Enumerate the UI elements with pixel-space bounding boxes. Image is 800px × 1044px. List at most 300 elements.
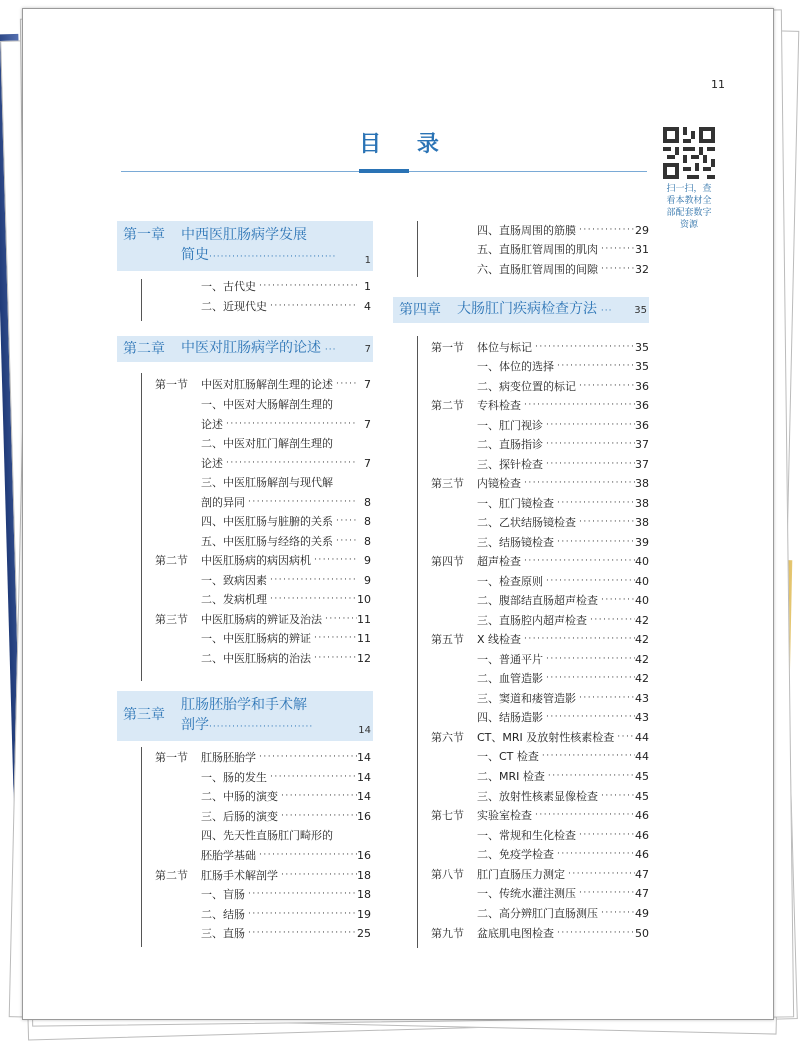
- leader-dots: [576, 513, 635, 532]
- chapter-number: 第三章: [123, 707, 165, 723]
- leader-dots: [598, 904, 635, 923]
- entry-title: 二、腹部结直肠超声检查: [477, 594, 598, 607]
- toc-section-entry[interactable]: [431, 865, 649, 884]
- toc-section-entry[interactable]: [431, 924, 649, 943]
- toc-subsection-entry[interactable]: [155, 512, 371, 531]
- toc-subsection-entry[interactable]: [431, 787, 649, 806]
- section-number: [155, 434, 201, 453]
- entry-title: 中医肛肠病的辨证及治法: [201, 613, 322, 626]
- entry-title: 二、中肠的演变: [201, 790, 278, 803]
- entry-title: 二、免疫学检查: [477, 848, 554, 861]
- leader-dots: [576, 689, 635, 708]
- section-number: [155, 454, 201, 473]
- section-number: [431, 611, 477, 630]
- entry-title: 四、中医肛肠与脏腑的关系: [201, 515, 333, 528]
- leader-dots: ···: [321, 345, 337, 355]
- entry-page: 43: [635, 692, 649, 705]
- leader-dots: [545, 767, 635, 786]
- toc-subsection-entry[interactable]: [431, 455, 649, 474]
- leader-dots: [554, 924, 635, 943]
- toc-section-entry[interactable]: [431, 728, 649, 747]
- chapter-title-line: 剖学: [181, 717, 209, 733]
- chapter-page: 35: [634, 305, 647, 316]
- entry-title: 三、中医肛肠解剖与现代解: [201, 476, 333, 489]
- entry-page: 16: [357, 849, 371, 862]
- entry-page: 42: [635, 653, 649, 666]
- section-number: [431, 884, 477, 903]
- entry-title: 二、MRI 检查: [477, 770, 545, 783]
- leader-dots: [521, 552, 635, 571]
- toc-section-entry[interactable]: [431, 552, 649, 571]
- leader-dots: [245, 905, 357, 924]
- toc-subsection-entry[interactable]: [431, 221, 649, 240]
- toc-section-entry[interactable]: [155, 748, 371, 767]
- section-number: [155, 807, 201, 826]
- chapter-page: 7: [364, 344, 371, 355]
- section-number: [431, 689, 477, 708]
- toc-subsection-entry[interactable]: [431, 747, 649, 766]
- section-number: [155, 787, 201, 806]
- leader-dots: [333, 532, 357, 551]
- toc-subsection-entry[interactable]: [155, 395, 371, 414]
- entry-page: 18: [357, 888, 371, 901]
- toc-bracket-line: [417, 221, 418, 277]
- section-number: [155, 629, 201, 648]
- entry-title: 肛肠手术解剖学: [201, 869, 278, 882]
- chapter-heading[interactable]: [117, 221, 373, 271]
- entry-page: 40: [635, 594, 649, 607]
- entry-title: 二、直肠指诊: [477, 438, 543, 451]
- toc-subsection-entry[interactable]: [431, 416, 649, 435]
- section-number: [431, 377, 477, 396]
- chapter-page: 1: [364, 255, 371, 266]
- qr-caption-line: 扫一扫，查: [666, 184, 712, 194]
- title-divider-accent: [359, 169, 409, 173]
- entry-page: 7: [364, 378, 371, 391]
- toc-subsection-entry[interactable]: [155, 905, 371, 924]
- chapter-number: 第二章: [123, 341, 165, 357]
- leader-dots: ···························: [209, 722, 314, 732]
- chapter-page: 14: [358, 725, 371, 736]
- entry-page: [357, 434, 371, 453]
- chapter-title: [181, 225, 369, 267]
- entry-title: 一、肠的发生: [201, 771, 267, 784]
- toc-subsection-entry[interactable]: [431, 513, 649, 532]
- section-number: 第三节: [155, 613, 188, 626]
- leader-dots: [576, 377, 635, 396]
- entry-title: 三、放射性核素显像检查: [477, 790, 598, 803]
- toc-subsection-entry[interactable]: [431, 435, 649, 454]
- toc-subsection-entry[interactable]: [155, 473, 371, 492]
- section-number: [431, 240, 477, 259]
- section-number: [155, 905, 201, 924]
- entry-page: 11: [357, 613, 371, 626]
- leader-dots: [532, 338, 635, 357]
- entry-page: 7: [364, 457, 371, 470]
- leader-dots: [278, 807, 357, 826]
- entry-page: [357, 473, 371, 492]
- entry-page: 44: [635, 750, 649, 763]
- chapter-number: 第四章: [399, 302, 441, 318]
- entry-page: 35: [635, 341, 649, 354]
- toc-section-entry[interactable]: [431, 396, 649, 415]
- section-number: 第六节: [431, 731, 464, 744]
- toc-subsection-entry[interactable]: [155, 629, 371, 648]
- entry-page: 32: [635, 263, 649, 276]
- entry-title: 专科检查: [477, 399, 521, 412]
- toc-subsection-entry[interactable]: [431, 260, 649, 279]
- toc-bracket-line: [417, 336, 418, 948]
- section-number: [431, 904, 477, 923]
- entry-title: 肛门直肠压力测定: [477, 868, 565, 881]
- toc-subsection-entry[interactable]: [431, 377, 649, 396]
- section-number: [431, 845, 477, 864]
- section-number: [155, 532, 201, 551]
- toc-subsection-entry[interactable]: [431, 884, 649, 903]
- section-number: [431, 591, 477, 610]
- entry-page: 45: [635, 770, 649, 783]
- entry-title: 三、结肠镜检查: [477, 536, 554, 549]
- toc-subsection-entry[interactable]: [155, 571, 371, 590]
- leader-dots: [543, 455, 635, 474]
- entry-title: 四、直肠周围的筋膜: [477, 224, 576, 237]
- toc-subsection-entry[interactable]: [155, 826, 371, 845]
- page-title: 目 录: [359, 132, 453, 157]
- section-number: [155, 590, 201, 609]
- toc-subsection-entry[interactable]: [431, 591, 649, 610]
- entry-title: 一、肛门镜检查: [477, 497, 554, 510]
- entry-title: 胚胎学基础: [201, 849, 256, 862]
- chapter-title-line: 肛肠胚胎学和手术解: [181, 697, 307, 713]
- entry-title: 一、检查原则: [477, 575, 543, 588]
- toc-subsection-entry[interactable]: [155, 493, 371, 512]
- section-number: 第四节: [431, 555, 464, 568]
- leader-dots: [576, 826, 635, 845]
- entry-title: 中医对肛肠解剖生理的论述: [201, 378, 333, 391]
- entry-page: 12: [357, 652, 371, 665]
- qr-caption-line: 看本教材全: [666, 196, 712, 206]
- entry-page: 38: [635, 497, 649, 510]
- section-number: [155, 493, 201, 512]
- leader-dots: [311, 629, 357, 648]
- entry-title: 一、普通平片: [477, 653, 543, 666]
- section-number: 第一节: [155, 378, 188, 391]
- section-number: [431, 513, 477, 532]
- entry-page: 16: [357, 810, 371, 823]
- leader-dots: [565, 865, 635, 884]
- entry-page: 38: [635, 477, 649, 490]
- leader-dots: ···: [597, 306, 613, 316]
- toc-subsection-entry[interactable]: [155, 924, 371, 943]
- entry-title: 一、中医对大肠解剖生理的: [201, 398, 333, 411]
- section-number: [431, 260, 477, 279]
- entry-page: 14: [357, 790, 371, 803]
- toc-section-entry[interactable]: [155, 551, 371, 570]
- entry-page: 46: [635, 809, 649, 822]
- leader-dots: [576, 221, 635, 240]
- section-number: 第二节: [155, 869, 188, 882]
- entry-title: 二、病变位置的标记: [477, 380, 576, 393]
- section-number: [155, 277, 201, 296]
- section-number: [155, 415, 201, 434]
- section-number: [431, 826, 477, 845]
- leader-dots: [223, 415, 357, 434]
- toc-subsection-entry[interactable]: [431, 669, 649, 688]
- section-number: [431, 767, 477, 786]
- leader-dots: [521, 630, 635, 649]
- section-number: [431, 357, 477, 376]
- entry-title: 四、先天性直肠肛门畸形的: [201, 829, 333, 842]
- section-number: [431, 435, 477, 454]
- leader-dots: [532, 806, 635, 825]
- entry-page: 8: [364, 496, 371, 509]
- entry-title: CT、MRI 及放射性核素检查: [477, 731, 615, 744]
- entry-title: 二、高分辨肛门直肠测压: [477, 907, 598, 920]
- entry-page: 11: [357, 632, 371, 645]
- chapter-title-line: 中西医肛肠病学发展: [181, 227, 307, 243]
- toc-subsection-entry[interactable]: [431, 845, 649, 864]
- toc-subsection-entry[interactable]: [431, 708, 649, 727]
- entry-page: 8: [364, 535, 371, 548]
- section-number: [431, 533, 477, 552]
- entry-page: 46: [635, 848, 649, 861]
- toc-section-entry[interactable]: [431, 338, 649, 357]
- leader-dots: [256, 277, 357, 296]
- entry-page: 8: [364, 515, 371, 528]
- entry-page: 40: [635, 555, 649, 568]
- leader-dots: [322, 610, 357, 629]
- leader-dots: [554, 845, 635, 864]
- entry-title: 二、中医对肛门解剖生理的: [201, 437, 333, 450]
- toc-subsection-entry[interactable]: [431, 826, 649, 845]
- section-number: [431, 494, 477, 513]
- section-number: [155, 473, 201, 492]
- entry-title: 二、中医肛肠病的治法: [201, 652, 311, 665]
- section-number: [431, 221, 477, 240]
- leader-dots: [539, 747, 635, 766]
- toc-subsection-entry[interactable]: [431, 767, 649, 786]
- toc-subsection-entry[interactable]: [155, 454, 371, 473]
- toc-section-entry[interactable]: [431, 474, 649, 493]
- toc-section-entry[interactable]: [155, 866, 371, 885]
- toc-subsection-entry[interactable]: [431, 240, 649, 259]
- toc-subsection-entry[interactable]: [155, 297, 371, 316]
- leader-dots: [245, 493, 357, 512]
- entry-title: 二、发病机理: [201, 593, 267, 606]
- entry-title: 五、中医肛肠与经络的关系: [201, 535, 333, 548]
- entry-title: 盆底肌电图检查: [477, 927, 554, 940]
- section-number: [155, 924, 201, 943]
- entry-page: 37: [635, 458, 649, 471]
- page-number: 11: [711, 78, 725, 91]
- leader-dots: [333, 512, 357, 531]
- toc-subsection-entry[interactable]: [155, 532, 371, 551]
- chapter-heading[interactable]: [393, 297, 649, 323]
- leader-dots: [543, 650, 635, 669]
- leader-dots: [576, 884, 635, 903]
- toc-section-entry[interactable]: [431, 630, 649, 649]
- leader-dots: [543, 708, 635, 727]
- toc-bracket-line: [141, 279, 142, 321]
- chapter-heading[interactable]: [117, 691, 373, 741]
- entry-page: [357, 826, 371, 845]
- entry-title: X 线检查: [477, 633, 522, 646]
- entry-page: 14: [357, 771, 371, 784]
- toc-subsection-entry[interactable]: [155, 846, 371, 865]
- section-number: 第二节: [431, 399, 464, 412]
- entry-page: 50: [635, 927, 649, 940]
- entry-page: 38: [635, 516, 649, 529]
- entry-title: 中医肛肠病的病因病机: [201, 554, 311, 567]
- leader-dots: [267, 768, 357, 787]
- leader-dots: [598, 240, 635, 259]
- chapter-title: [457, 299, 645, 321]
- entry-title: 一、盲肠: [201, 888, 245, 901]
- entry-title: 一、致病因素: [201, 574, 267, 587]
- entry-page: 44: [635, 731, 649, 744]
- leader-dots: [278, 866, 357, 885]
- entry-title: 二、血管造影: [477, 672, 543, 685]
- leader-dots: [267, 590, 357, 609]
- chapter-number: 第一章: [123, 227, 165, 243]
- section-number: 第八节: [431, 868, 464, 881]
- entry-title: 二、结肠: [201, 908, 245, 921]
- entry-page: 7: [364, 418, 371, 431]
- entry-page: 31: [635, 243, 649, 256]
- entry-title: 一、古代史: [201, 280, 256, 293]
- leader-dots: [333, 375, 357, 394]
- entry-title: 一、体位的选择: [477, 360, 554, 373]
- section-number: [431, 787, 477, 806]
- section-number: 第七节: [431, 809, 464, 822]
- entry-title: 剖的异同: [201, 496, 245, 509]
- leader-dots: [267, 297, 357, 316]
- entry-page: 10: [357, 593, 371, 606]
- entry-title: 论述: [201, 457, 223, 470]
- section-number: [431, 455, 477, 474]
- entry-title: 体位与标记: [477, 341, 532, 354]
- entry-title: 一、常规和生化检查: [477, 829, 576, 842]
- leader-dots: [543, 669, 635, 688]
- entry-page: 35: [635, 360, 649, 373]
- leader-dots: [267, 571, 357, 590]
- toc-subsection-entry[interactable]: [155, 885, 371, 904]
- toc-subsection-entry[interactable]: [155, 787, 371, 806]
- section-number: 第三节: [431, 477, 464, 490]
- toc-subsection-entry[interactable]: [155, 590, 371, 609]
- leader-dots: [598, 591, 635, 610]
- entry-page: 47: [635, 887, 649, 900]
- toc-bracket-line: [141, 747, 142, 947]
- entry-title: 三、后肠的演变: [201, 810, 278, 823]
- leader-dots: [256, 846, 357, 865]
- entry-title: 一、传统水灌注测压: [477, 887, 576, 900]
- entry-page: 42: [635, 672, 649, 685]
- toc-section-entry[interactable]: [155, 610, 371, 629]
- toc-subsection-entry[interactable]: [431, 904, 649, 923]
- entry-page: 14: [357, 751, 371, 764]
- section-number: 第一节: [155, 751, 188, 764]
- entry-page: 9: [364, 574, 371, 587]
- entry-title: 六、直肠肛管周围的间隙: [477, 263, 598, 276]
- section-number: [431, 650, 477, 669]
- entry-page: 42: [635, 633, 649, 646]
- leader-dots: [543, 435, 635, 454]
- entry-page: 36: [635, 380, 649, 393]
- entry-page: 46: [635, 829, 649, 842]
- leader-dots: [598, 260, 635, 279]
- toc-section-entry[interactable]: [431, 806, 649, 825]
- toc-subsection-entry[interactable]: [155, 277, 371, 296]
- toc-subsection-entry[interactable]: [431, 611, 649, 630]
- section-number: [155, 571, 201, 590]
- leader-dots: ·································: [209, 252, 337, 262]
- toc-subsection-entry[interactable]: [155, 807, 371, 826]
- leader-dots: [554, 533, 635, 552]
- entry-title: 超声检查: [477, 555, 521, 568]
- qr-caption-line: 部配套数字: [666, 208, 712, 218]
- section-number: [431, 416, 477, 435]
- entry-title: 论述: [201, 418, 223, 431]
- toc-section-entry[interactable]: [155, 375, 371, 394]
- toc-subsection-entry[interactable]: [431, 689, 649, 708]
- qr-caption-line: 资源: [679, 220, 698, 230]
- section-number: [431, 708, 477, 727]
- toc-subsection-entry[interactable]: [431, 533, 649, 552]
- toc-subsection-entry[interactable]: [431, 357, 649, 376]
- entry-title: 一、中医肛肠病的辨证: [201, 632, 311, 645]
- section-number: [155, 395, 201, 414]
- entry-title: 五、直肠肛管周围的肌肉: [477, 243, 598, 256]
- entry-title: 四、结肠造影: [477, 711, 543, 724]
- leader-dots: [311, 551, 357, 570]
- toc-subsection-entry[interactable]: [431, 494, 649, 513]
- entry-page: 25: [357, 927, 371, 940]
- leader-dots: [311, 649, 357, 668]
- entry-page: 4: [364, 300, 371, 313]
- entry-page: 19: [357, 908, 371, 921]
- toc-subsection-entry[interactable]: [431, 650, 649, 669]
- toc-subsection-entry[interactable]: [155, 415, 371, 434]
- entry-page: 18: [357, 869, 371, 882]
- entry-page: 39: [635, 536, 649, 549]
- leader-dots: [543, 416, 635, 435]
- section-number: [431, 747, 477, 766]
- chapter-heading[interactable]: [117, 336, 373, 362]
- entry-title: 一、肛门视诊: [477, 419, 543, 432]
- chapter-title-text: 大肠肛门疾病检查方法: [457, 301, 597, 317]
- section-number: 第一节: [431, 341, 464, 354]
- entry-page: 49: [635, 907, 649, 920]
- leader-dots: [543, 572, 635, 591]
- leader-dots: [521, 474, 635, 493]
- toc-page: [22, 8, 774, 1020]
- toc-subsection-entry[interactable]: [155, 649, 371, 668]
- leader-dots: [521, 396, 635, 415]
- toc-subsection-entry[interactable]: [155, 768, 371, 787]
- leader-dots: [223, 454, 357, 473]
- toc-subsection-entry[interactable]: [155, 434, 371, 453]
- section-number: 第五节: [431, 633, 464, 646]
- entry-page: 47: [635, 868, 649, 881]
- entry-title: 三、探针检查: [477, 458, 543, 471]
- leader-dots: [278, 787, 357, 806]
- entry-page: 40: [635, 575, 649, 588]
- entry-title: 二、近现代史: [201, 300, 267, 313]
- toc-subsection-entry[interactable]: [431, 572, 649, 591]
- leader-dots: [614, 728, 635, 747]
- leader-dots: [554, 494, 635, 513]
